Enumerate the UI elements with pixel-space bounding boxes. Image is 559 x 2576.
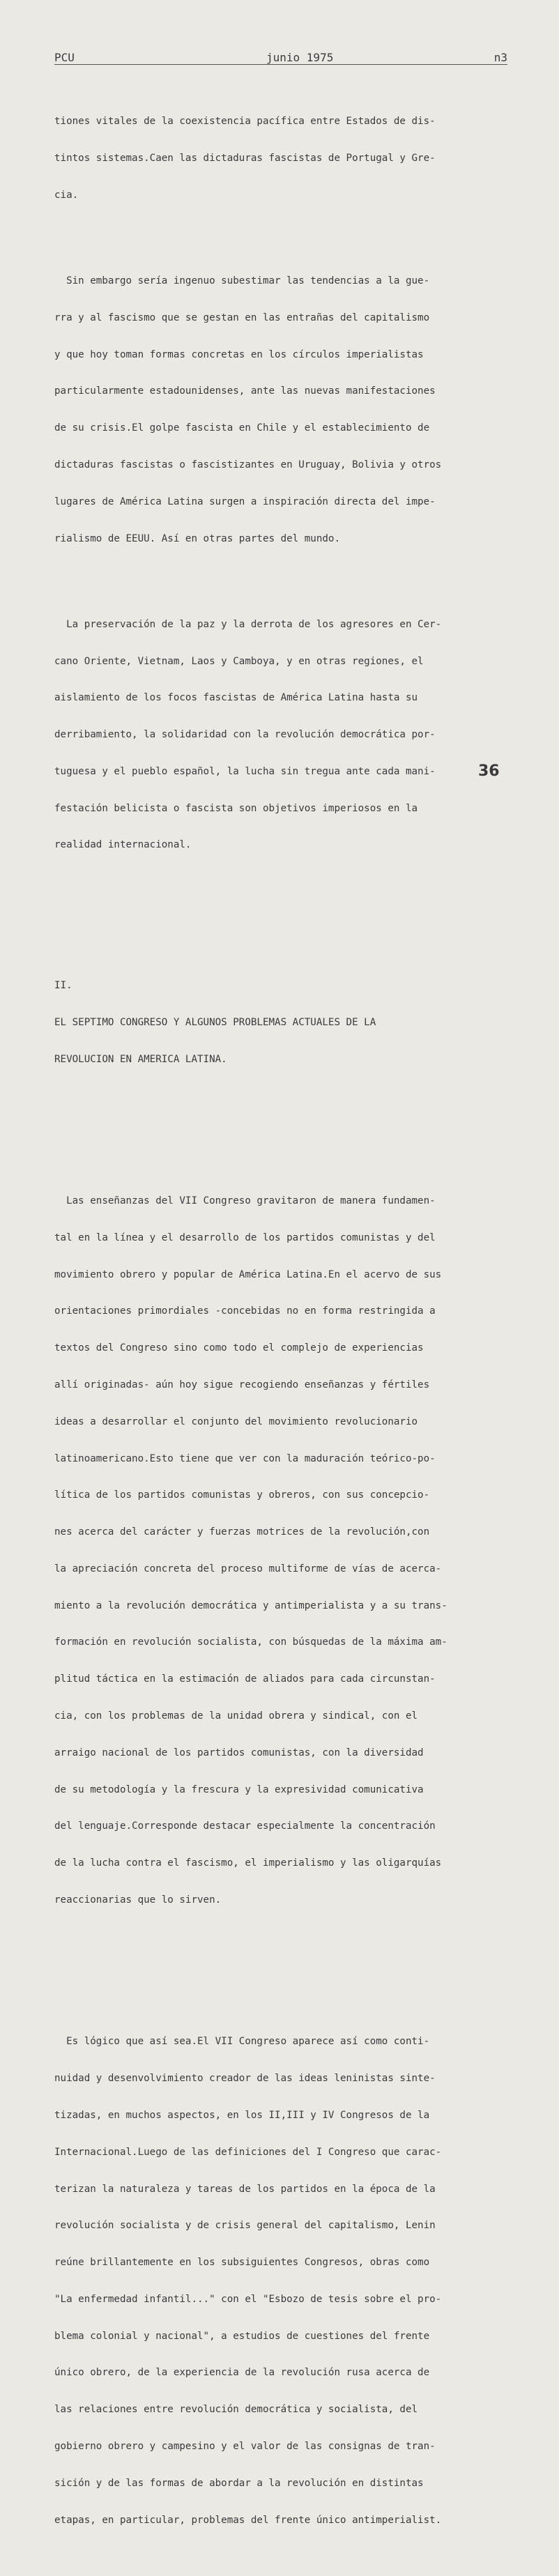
section-title-line-1: EL SEPTIMO CONGRESO Y ALGUNOS PROBLEMAS ACTUALES DE LA bbox=[54, 1016, 376, 1028]
text-line: reaccionarias que lo sirven. bbox=[54, 1894, 222, 1906]
text-line: sición y de las formas de abordar a la revolución en distintas bbox=[54, 2477, 424, 2489]
text-line: cia, con los problemas de la unidad obrera y sindical, con el bbox=[54, 1710, 418, 1722]
text-line: cano Oriente, Vietnam, Laos y Camboya, y en otras regiones, el bbox=[54, 655, 424, 667]
text-line: blema colonial y nacional", a estudios de cuestiones del frente bbox=[54, 2330, 430, 2342]
text-line: rialismo de EEUU. Así en otras partes del mundo. bbox=[54, 532, 340, 544]
header-publication: PCU bbox=[54, 51, 75, 64]
header-date: junio 1975 bbox=[266, 51, 334, 64]
text-line: del lenguaje.Corresponde destacar especialmente la concentración bbox=[54, 1820, 436, 1832]
text-line: "La enfermedad infantil..." con el "Esbozo de tesis sobre el pro- bbox=[54, 2293, 442, 2305]
text-line: plitud táctica en la estimación de aliados para cada circunstan- bbox=[54, 1673, 436, 1685]
text-line: terizan la naturaleza y tareas de los partidos en la época de la bbox=[54, 2183, 436, 2195]
text-line: latinoamericano.Esto tiene que ver con la maduración teórico-po- bbox=[54, 1452, 436, 1464]
text-line: de su crisis.El golpe fascista en Chile y el establecimiento de bbox=[54, 422, 430, 434]
text-line: lugares de América Latina surgen a inspiración directa del impe- bbox=[54, 496, 436, 507]
text-line: lítica de los partidos comunistas y obreros, con sus concepcio- bbox=[54, 1489, 430, 1501]
page-number: 36 bbox=[478, 762, 500, 780]
header-issue-number: n3 bbox=[493, 51, 507, 64]
text-line: textos del Congreso sino como todo el complejo de experiencias bbox=[54, 1342, 424, 1354]
text-line: de su metodología y la frescura y la expresividad comunicativa bbox=[54, 1784, 424, 1795]
text-line: La preservación de la paz y la derrota de los agresores en Cer- bbox=[54, 618, 442, 630]
page-header bbox=[54, 52, 507, 64]
text-line: reúne brillantemente en los subsiguientes Congresos, obras como bbox=[54, 2257, 430, 2269]
text-line: particularmente estadounidenses, ante las nuevas manifestaciones bbox=[54, 385, 436, 397]
text-line: las relaciones entre revolución democrática y socialista, del bbox=[54, 2404, 418, 2416]
text-line: allí originadas- aún hoy sigue recogiendo enseñanzas y fértiles bbox=[54, 1379, 430, 1390]
section-number: II. bbox=[54, 979, 72, 991]
spacer bbox=[54, 1127, 516, 1134]
text-line: nes acerca del carácter y fuerzas motrices de la revolución,con bbox=[54, 1526, 430, 1538]
paragraph-4 bbox=[54, 1171, 516, 1931]
text-line: de la lucha contra el fascismo, el imperialismo y las oligarquías bbox=[54, 1857, 442, 1869]
text-line: tal en la línea y el desarrollo de los partidos comunistas y del bbox=[54, 1232, 436, 1243]
text-line: realidad internacional. bbox=[54, 839, 192, 851]
text-line: Internacional.Luego de las definiciones del I Congreso que carac- bbox=[54, 2146, 442, 2158]
section-title-line-2: REVOLUCION EN AMERICA LATINA. bbox=[54, 1053, 227, 1065]
text-line: dictaduras fascistas o fascistizantes en Uruguay, Bolivia y otros bbox=[54, 459, 442, 470]
spacer bbox=[54, 913, 516, 919]
text-line: miento a la revolución democrática y antimperialista y a su trans- bbox=[54, 1600, 447, 1611]
text-line: gobierno obrero y campesino y el valor de las consignas de tran- bbox=[54, 2441, 436, 2452]
text-line: Sin embargo sería ingenuo subestimar las tendencias a la gue- bbox=[54, 275, 430, 287]
paragraph-3 bbox=[54, 595, 516, 877]
text-line: tizadas, en muchos aspectos, en los II,III y IV Congresos de la bbox=[54, 2109, 430, 2121]
text-line: tuguesa y el pueblo español, la lucha sin tregua ante cada mani- bbox=[54, 765, 436, 777]
text-line: nuidad y desenvolvimiento creador de las ideas leninistas sinte- bbox=[54, 2073, 436, 2085]
text-line: y que hoy toman formas concretas en los círculos imperialistas bbox=[54, 348, 424, 360]
text-line: la apreciación concreta del proceso multiforme de vías de acerca- bbox=[54, 1563, 442, 1574]
text-line: único obrero, de la experiencia de la revolución rusa acerca de bbox=[54, 2367, 430, 2379]
text-line: derribamiento, la solidaridad con la revolución democrática por- bbox=[54, 729, 436, 741]
document-body bbox=[54, 67, 516, 2576]
header-rule bbox=[54, 64, 507, 65]
text-line: tiones vitales de la coexistencia pacífica entre Estados de dis- bbox=[54, 116, 436, 128]
text-line: ideas a desarrollar el conjunto del movimiento revolucionario bbox=[54, 1416, 418, 1427]
paragraph-2 bbox=[54, 251, 516, 569]
text-line: aislamiento de los focos fascistas de América Latina hasta su bbox=[54, 692, 418, 704]
text-line: festación belicista o fascista son objetivos imperiosos en la bbox=[54, 802, 418, 814]
text-line: formación en revolución socialista, con búsquedas de la máxima am- bbox=[54, 1636, 447, 1648]
text-line: rra y al fascismo que se gestan en las entrañas del capitalismo bbox=[54, 312, 430, 323]
text-line: orientaciones primordiales -concebidas no en forma restringida a bbox=[54, 1305, 436, 1317]
text-line: Es lógico que así sea.El VII Congreso aparece así como conti- bbox=[54, 2036, 430, 2048]
text-line: arraigo nacional de los partidos comunistas, con la diversidad bbox=[54, 1747, 424, 1758]
paragraph-1 bbox=[54, 91, 516, 227]
text-line: etapas, en particular, problemas del frente único antimperialist. bbox=[54, 2514, 442, 2526]
text-line: movimiento obrero y popular de América Latina.En el acervo de sus bbox=[54, 1268, 442, 1280]
text-line: cia. bbox=[54, 189, 79, 201]
spacer bbox=[54, 1968, 516, 1975]
text-line: revolución socialista y de crisis general del capitalismo, Lenin bbox=[54, 2220, 436, 2232]
text-line: Las enseñanzas del VII Congreso gravitaron de manera fundamen- bbox=[54, 1195, 436, 1207]
paragraph-5 bbox=[54, 2011, 516, 2551]
text-line: tintos sistemas.Caen las dictaduras fascistas de Portugal y Gre- bbox=[54, 153, 436, 164]
section-heading bbox=[54, 956, 516, 1091]
